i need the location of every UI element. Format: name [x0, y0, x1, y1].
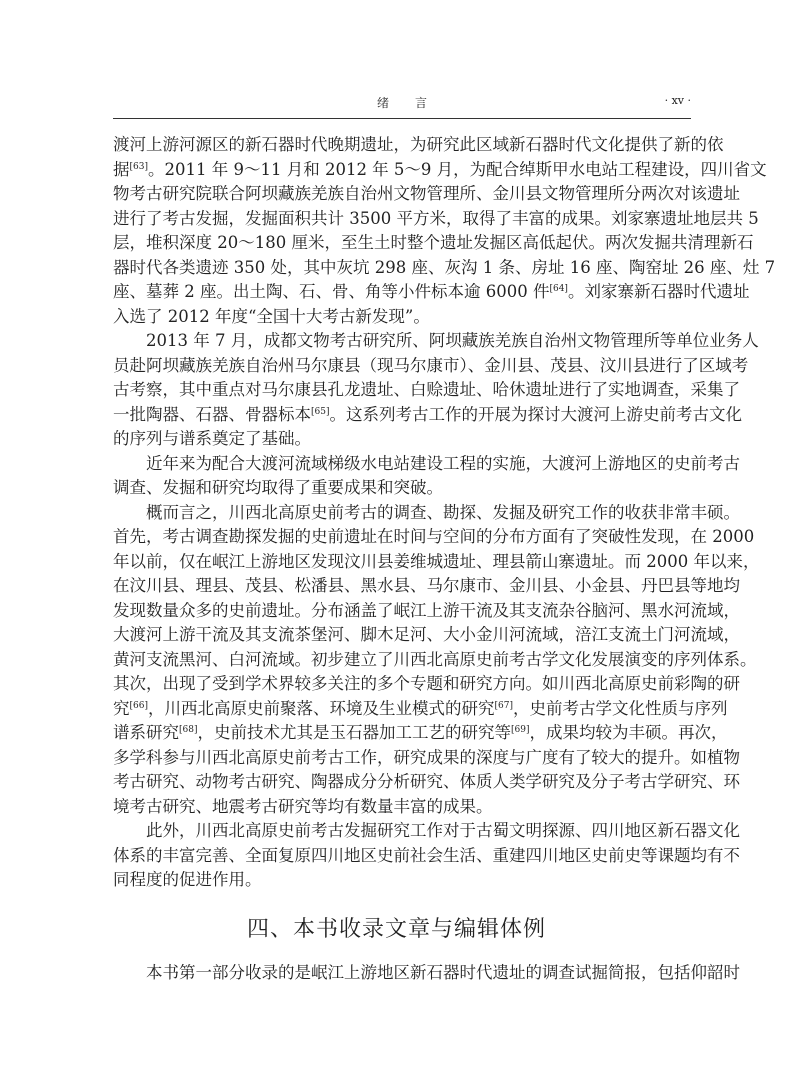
paragraph-line: 渡河上游河源区的新石器时代晚期遗址，为研究此区域新石器时代文化提供了新的依	[113, 135, 724, 154]
running-header	[113, 94, 691, 116]
paragraph-line: 物考古研究院联合阿坝藏族羌族自治州文物管理所、金川县文物管理所分两次对该遗址	[113, 184, 740, 203]
paragraph-line: 入选了 2012 年度“全国十大考古新发现”。	[113, 306, 430, 326]
paragraph-line: 本书第一部分收录的是岷江上游地区新石器时代遗址的调查试掘简报，包括仰韶时	[146, 963, 740, 982]
citation-ref: [67]	[494, 700, 513, 711]
paragraph-line: 首先，考古调查勘探发掘的史前遗址在时间与空间的分布方面有了突破性发现，在 2000	[113, 527, 755, 546]
paragraph-line: 在汶川县、理县、茂县、松潘县、黑水县、马尔康市、金川县、小金县、丹巴县等地均	[113, 576, 740, 595]
section-heading: 四、本书收录文章与编辑体例	[246, 917, 546, 942]
body-text	[113, 133, 776, 893]
paragraph-line: 2013 年 7 月，成都文物考古研究所、阿坝藏族羌族自治州文物管理所等单位业务人	[146, 331, 759, 350]
citation-ref: [68]	[179, 725, 198, 735]
citation-ref: [66]	[129, 700, 148, 711]
citation-ref: [65]	[311, 406, 330, 417]
citation-ref: [63]	[129, 161, 148, 172]
paragraph-line	[113, 158, 767, 183]
header-title: 绪言	[376, 96, 453, 110]
text-segment: ，史前技术尤其是玉石器加工工艺的研究等	[197, 723, 511, 742]
paragraph-line: 调查、发掘和研究均取得了重要成果和突破。	[113, 478, 443, 497]
paragraph-line	[113, 697, 728, 722]
text-segment: ，川西北高原史前聚落、环境及生业模式的研究	[147, 698, 495, 718]
text-segment: 。这系列考古工作的开展为探讨大渡河上游史前考古文化	[329, 404, 742, 424]
text-segment: ，史前考古学文化性质与序列	[512, 698, 728, 718]
paragraph-line	[113, 280, 750, 305]
text-segment: 座、墓葬 2 座。出土陶、石、骨、角等小件标本逾 6000 件	[113, 282, 550, 301]
text-segment: 。2011 年 9～11 月和 2012 年 5～9 月，为配合绰斯甲水电站工程建设，四川省文	[147, 159, 767, 179]
paragraph-line: 黄河支流黑河、白河流域。初步建立了川西北高原史前考古学文化发展演变的序列体系。	[113, 649, 757, 669]
paragraph-line: 多学科参与川西北高原史前考古工作，研究成果的深度与广度有了较大的提升。如植物	[113, 747, 740, 767]
paragraph-line: 其次，出现了受到学术界较多关注的多个专题和研究方向。如川西北高原史前彩陶的研	[113, 674, 740, 693]
header-rule	[113, 118, 691, 119]
paragraph-line: 进行了考古发掘，发掘面积共计 3500 平方米，取得了丰富的成果。刘家寨遗址地层共 5	[113, 208, 759, 228]
paragraph-line: 员赴阿坝藏族羌族自治州马尔康县（现马尔康市）、金川县、茂县、汶川县进行了区域考	[113, 355, 749, 375]
text-segment: 谱系研究	[113, 723, 179, 742]
text-segment: 究	[113, 698, 130, 718]
text-segment: 据	[113, 159, 130, 179]
paragraph-line: 境考古研究、地震考古研究等均有数量丰富的成果。	[113, 796, 493, 816]
paragraph-line: 发现数量众多的史前遗址。分布涵盖了岷江上游干流及其支流杂谷脑河、黑水河流域，	[113, 600, 740, 620]
paragraph-line: 同程度的促进作用。	[113, 870, 262, 889]
paragraph-line: 的序列与谱系奠定了基础。	[113, 429, 311, 448]
citation-ref: [69]	[510, 725, 530, 735]
paragraph-line: 概而言之，川西北高原史前考古的调查、勘探、发掘及研究工作的收获非常丰硕。	[146, 502, 740, 522]
paragraph-line: 年以前，仅在岷江上游地区发现汶川县姜维城遗址、理县箭山寨遗址。而 2000 年以来，	[113, 551, 760, 571]
paragraph-line: 古考察，其中重点对马尔康县孔龙遗址、白赊遗址、哈休遗址进行了实地调查，采集了	[113, 380, 740, 399]
text-segment: 一批陶器、石器、骨器标本	[113, 404, 311, 424]
citation-ref: [64]	[549, 284, 568, 294]
paragraph-line: 层，堆积深度 20～180 厘米，至生土时整个遗址发掘区高低起伏。两次发掘共清理新石	[113, 233, 754, 252]
paragraph-line: 考古研究、动物考古研究、陶器成分分析研究、体质人类学研究及分子考古学研究、环	[113, 772, 740, 791]
paragraph-line	[113, 403, 742, 428]
paragraph-line: 近年来为配合大渡河流域梯级水电站建设工程的实施，大渡河上游地区的史前考古	[146, 453, 740, 473]
page-number: · xv ·	[664, 94, 691, 107]
paragraph-line: 体系的丰富完善、全面复原四川地区史前社会生活、重建四川地区史前史等课题均有不	[113, 845, 740, 865]
paragraph-line: 器时代各类遗迹 350 处，其中灰坑 298 座、灰沟 1 条、房址 16 座、陶窑址 26 座、灶 7	[113, 257, 776, 277]
paragraph-line: 大渡河上游干流及其支流茶堡河、脚木足河、大小金川河流域，涪江支流土门河流域，	[113, 625, 740, 644]
text-segment: ，成果均较为丰硕。再次，	[529, 723, 728, 742]
paragraph-line: 此外，川西北高原史前考古发掘研究工作对于古蜀文明探源、四川地区新石器文化	[146, 821, 740, 840]
paragraph-line	[113, 721, 728, 746]
text-segment: 。刘家寨新石器时代遗址	[567, 282, 750, 301]
